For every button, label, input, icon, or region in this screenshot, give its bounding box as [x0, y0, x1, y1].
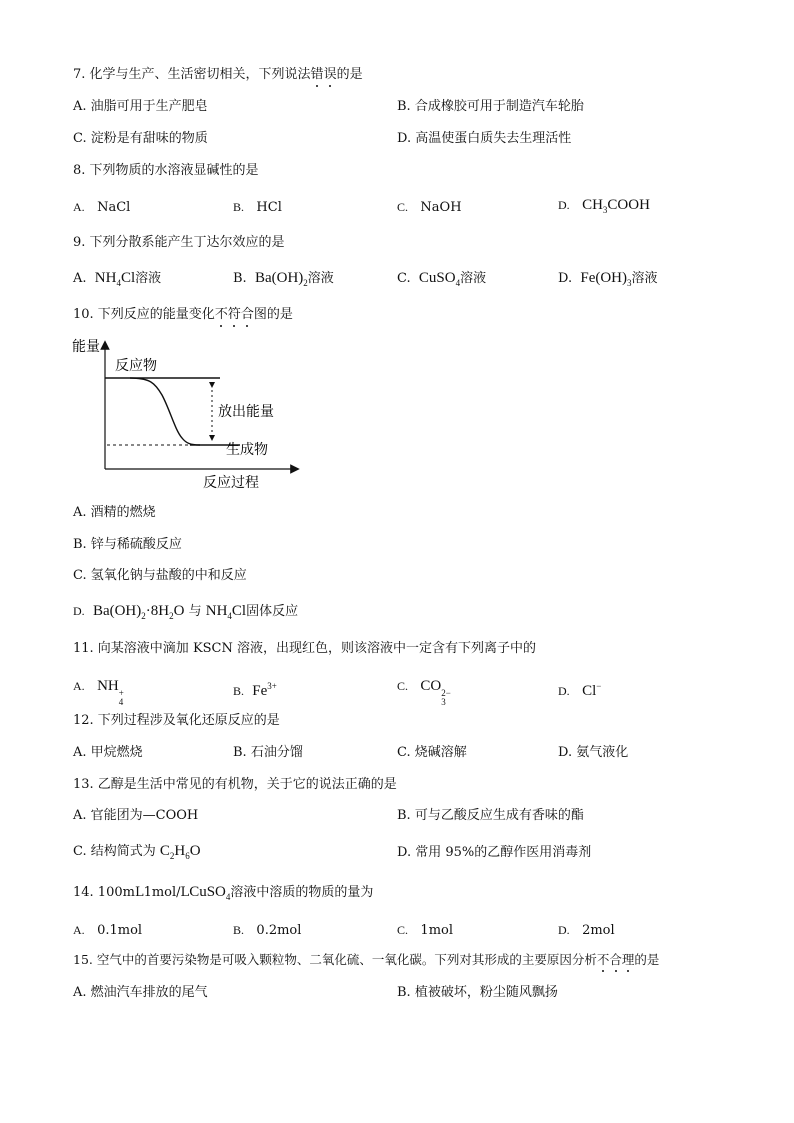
option-text: NaOH — [420, 200, 462, 215]
formula-subscript: 4 — [118, 697, 124, 707]
question-10-emphasis — [215, 307, 254, 322]
option-text: 溶液 — [307, 271, 334, 286]
formula-part: Fe(OH) — [580, 270, 628, 286]
question-9-option-b[interactable] — [233, 270, 334, 291]
formula-part: NH — [205, 603, 228, 619]
question-15-stem-pre: 15. 空气中的首要污染物是可吸入颗粒物、二氧化硫、一氧化碳。下列对其形成的主要原因分析 — [73, 952, 597, 967]
formula-part: CuSO — [418, 270, 456, 286]
option-label: B. — [233, 923, 245, 937]
question-12-option-d[interactable]: D. 氨气液化 — [558, 745, 629, 760]
question-12-stem: 12. 下列过程涉及氧化还原反应的是 — [73, 713, 280, 728]
ion-charge-stack — [119, 689, 124, 707]
formula-part: Cl — [582, 683, 597, 699]
formula-part: Cl — [231, 603, 247, 619]
x-axis-label: 反应过程 — [203, 475, 259, 491]
option-label: A. — [73, 271, 87, 286]
question-13-option-b[interactable]: B. 可与乙酸反应生成有香味的酯 — [397, 808, 584, 823]
product-label: 生成物 — [226, 442, 268, 458]
formula-subscript: 4 — [116, 278, 121, 288]
emphasis-char: 错 — [310, 67, 324, 82]
option-label: C. — [397, 923, 409, 937]
question-13-stem: 13. 乙醇是生活中常见的有机物，关于它的说法正确的是 — [73, 777, 397, 792]
question-14-option-b[interactable] — [233, 922, 301, 939]
option-text: 2mol — [582, 923, 615, 938]
question-15-option-b[interactable]: B. 植被破坏，粉尘随风飘扬 — [397, 985, 558, 1000]
y-axis-label: 能量 — [72, 339, 100, 355]
question-10-option-d[interactable] — [73, 603, 298, 624]
option-text: 溶液 — [631, 271, 658, 286]
ion-charge-stack — [441, 689, 451, 707]
formula-subscript: 2 — [141, 611, 146, 621]
question-10-stem-pre: 10. 下列反应的能量变化 — [73, 307, 215, 322]
question-7-option-d[interactable]: D. 高温使蛋白质失去生理活性 — [397, 131, 572, 146]
formula — [160, 843, 201, 859]
option-text: HCl — [256, 200, 282, 215]
question-8-option-c[interactable] — [397, 199, 462, 216]
formula-part: Fe — [252, 683, 268, 699]
formula-part: O — [189, 843, 201, 859]
question-10-option-a[interactable]: A. 酒精的燃烧 — [73, 505, 156, 520]
emphasis-char: 理 — [621, 952, 635, 967]
emphasis-char: 符 — [227, 307, 241, 322]
question-9-option-c[interactable] — [397, 270, 486, 291]
formula-part: CO — [420, 678, 442, 694]
option-label: B. — [233, 684, 245, 698]
option-label: C. — [397, 200, 409, 214]
option-label: A. — [73, 200, 85, 214]
formula-subscript: 3 — [602, 205, 608, 215]
formula — [189, 884, 230, 900]
formula — [95, 270, 135, 286]
question-14-stem-pre: 14. 100mL1mol/L — [73, 885, 190, 900]
option-label: B. — [233, 200, 245, 214]
formula — [419, 270, 460, 286]
question-8-option-a[interactable] — [73, 199, 130, 216]
question-9-option-a[interactable] — [73, 270, 161, 291]
formula — [97, 678, 124, 707]
formula-subscript: 2 — [303, 278, 308, 288]
formula — [582, 683, 601, 699]
formula-subscript: 2 — [169, 851, 175, 861]
question-7-stem-pre: 7. 化学与生产、生活密切相关，下列说法 — [73, 67, 311, 82]
question-15-option-a[interactable]: A. 燃油汽车排放的尾气 — [73, 985, 208, 1000]
question-12-option-c[interactable]: C. 烧碱溶解 — [397, 745, 467, 760]
formula-superscript: 3+ — [267, 681, 277, 691]
formula-superscript: − — [596, 681, 602, 691]
option-text: 溶液 — [460, 271, 487, 286]
question-11-option-c[interactable] — [397, 678, 451, 707]
formula-subscript: 4 — [227, 611, 232, 621]
emphasis-text — [215, 307, 254, 322]
formula — [420, 678, 451, 707]
formula-subscript: 4 — [455, 278, 461, 288]
option-text: 与 — [188, 604, 202, 619]
option-text: 溶液 — [135, 271, 162, 286]
question-8-option-b[interactable] — [233, 199, 282, 216]
option-label: D. — [73, 604, 85, 618]
question-7-option-c[interactable]: C. 淀粉是有甜味的物质 — [73, 131, 208, 146]
formula-part: H — [174, 843, 186, 859]
emphasis-text — [597, 952, 635, 967]
question-11-option-a[interactable] — [73, 678, 124, 707]
question-15-emphasis — [597, 952, 635, 967]
option-label: C. — [397, 271, 411, 286]
question-9-option-d[interactable] — [558, 270, 658, 291]
formula-superscript: 2− — [441, 688, 451, 698]
question-11-option-b[interactable] — [233, 678, 277, 700]
emphasis-char: 不 — [214, 307, 228, 322]
option-text: NaCl — [97, 200, 131, 215]
option-label: A. — [73, 923, 85, 937]
formula-part: C — [159, 843, 170, 859]
energy-curve — [130, 378, 200, 445]
question-10-stem-post: 图的是 — [253, 307, 293, 322]
question-10-option-c[interactable]: C. 氢氧化钠与盐酸的中和反应 — [73, 568, 247, 583]
option-text: 1mol — [420, 923, 454, 938]
formula-part: O — [173, 603, 185, 619]
formula — [93, 603, 185, 619]
formula-part: Ba(OH) — [92, 603, 142, 619]
formula-subscript: 3 — [441, 697, 446, 707]
option-text: 0.1mol — [97, 923, 143, 938]
formula-subscript: 4 — [225, 892, 231, 902]
question-14-stem — [73, 884, 373, 905]
formula-subscript: 2 — [169, 611, 174, 621]
question-7-stem-post: 的是 — [336, 67, 363, 82]
formula-part: Cl — [120, 270, 136, 286]
option-label: A. — [73, 679, 85, 693]
energy-released-label: 放出能量 — [218, 404, 274, 420]
emphasis-char: 误 — [323, 67, 337, 82]
formula — [580, 270, 631, 286]
option-text: C. 结构简式为 — [73, 844, 156, 859]
option-label: D. — [558, 923, 570, 937]
formula — [582, 197, 650, 213]
formula-part: NH — [97, 678, 119, 694]
option-label: D. — [558, 271, 573, 286]
option-label: B. — [233, 271, 247, 286]
question-11-option-d[interactable] — [558, 678, 601, 700]
question-12-option-a[interactable]: A. 甲烷燃烧 — [73, 745, 143, 760]
question-15-stem-post: 的是 — [634, 952, 660, 967]
question-7-stem — [73, 67, 363, 83]
energy-diagram — [70, 335, 300, 493]
question-10-option-b[interactable]: B. 锌与稀硫酸反应 — [73, 537, 182, 552]
formula-part: CH — [582, 197, 603, 213]
emphasis-char: 不 — [596, 952, 610, 967]
formula-part: COOH — [607, 197, 650, 213]
emphasis-char: 合 — [240, 307, 254, 322]
formula-part: NH — [94, 270, 117, 286]
question-8-option-d[interactable] — [558, 197, 650, 218]
option-label: C. — [397, 679, 409, 693]
option-label: D. — [558, 684, 570, 698]
question-8-stem: 8. 下列物质的水溶液显碱性的是 — [73, 163, 259, 178]
question-13-option-a[interactable]: A. 官能团为—COOH — [73, 808, 199, 823]
formula-subscript: 3 — [627, 278, 632, 288]
option-text: 0.2mol — [256, 923, 302, 938]
question-14-option-a[interactable] — [73, 922, 142, 939]
emphasis-char: 合 — [609, 952, 622, 967]
option-text: 固体反应 — [246, 604, 299, 619]
question-14-stem-post: 溶液中溶质的物质的量为 — [230, 885, 374, 900]
question-13-option-c[interactable] — [73, 843, 201, 864]
formula — [255, 270, 308, 286]
question-10-stem — [73, 307, 293, 323]
question-14-option-d[interactable] — [558, 922, 615, 939]
question-7-option-b[interactable]: B. 合成橡胶可用于制造汽车轮胎 — [397, 99, 584, 114]
question-9-stem: 9. 下列分散系能产生丁达尔效应的是 — [73, 235, 285, 250]
formula-part: CuSO — [189, 884, 226, 900]
formula — [252, 683, 277, 699]
question-7-option-a[interactable]: A. 油脂可用于生产肥皂 — [73, 99, 208, 114]
question-15-stem — [73, 952, 659, 968]
formula-part: Ba(OH) — [254, 270, 304, 286]
formula-subscript: 6 — [185, 851, 190, 861]
reactant-label: 反应物 — [115, 358, 157, 374]
option-label: D. — [558, 198, 570, 212]
question-11-stem: 11. 向某溶液中滴加 KSCN 溶液，出现红色，则该溶液中一定含有下列离子中的 — [73, 641, 537, 656]
formula-part: ·8H — [145, 603, 170, 619]
question-13-option-d[interactable]: D. 常用 95%的乙醇作医用消毒剂 — [397, 845, 592, 860]
formula — [206, 603, 246, 619]
question-12-option-b[interactable]: B. 石油分馏 — [233, 745, 303, 760]
question-7-emphasis — [311, 67, 337, 82]
question-14-option-c[interactable] — [397, 922, 453, 939]
formula-superscript: + — [118, 688, 124, 698]
